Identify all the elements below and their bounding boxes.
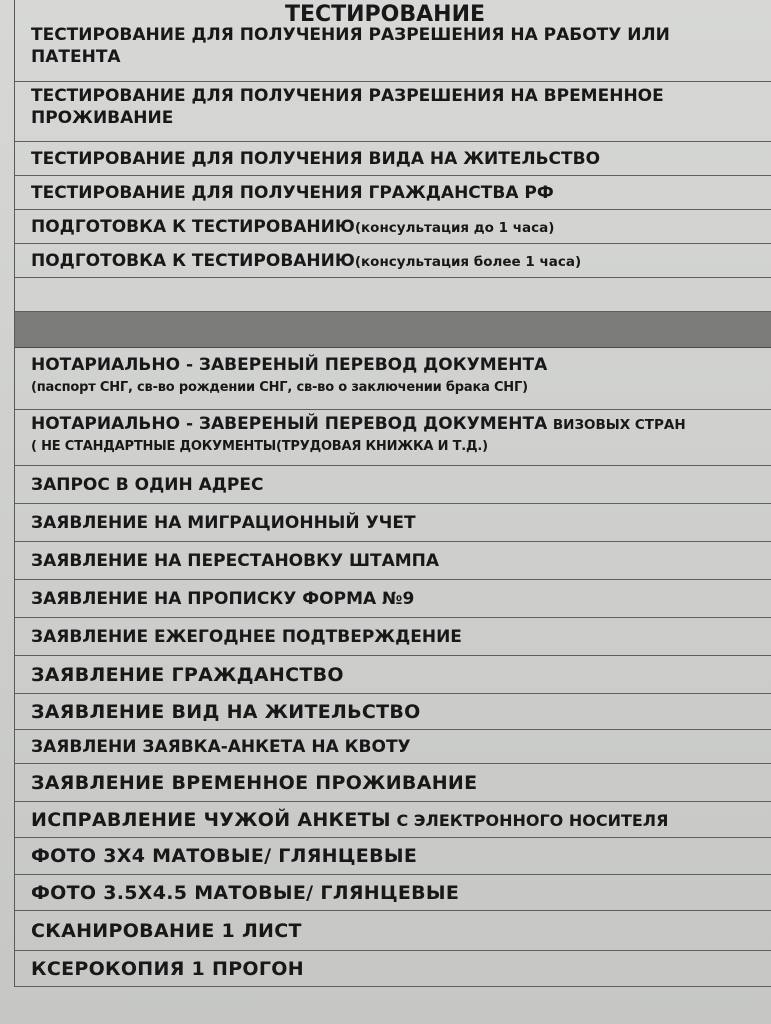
table-row	[15, 504, 771, 542]
table-row	[15, 22, 771, 82]
row-text: ЗАЯВЛЕНИЕ ГРАЖДАНСТВО	[31, 664, 344, 686]
row-text: ТЕСТИРОВАНИЕ ДЛЯ ПОЛУЧЕНИЯ ГРАЖДАНСТВА РФ	[31, 183, 554, 203]
row-text: ФОТО 3.5Х4.5 МАТОВЫЕ/ ГЛЯНЦЕВЫЕ	[31, 882, 460, 904]
row-text: ПОДГОТОВКА К ТЕСТИРОВАНИЮ	[31, 251, 355, 271]
row-text: СКАНИРОВАНИЕ 1 ЛИСТ	[31, 920, 302, 942]
row-note: (консультация более 1 часа)	[354, 254, 582, 270]
table-row	[15, 764, 771, 802]
row-text: ПОДГОТОВКА К ТЕСТИРОВАНИЮ	[31, 217, 355, 237]
row-text-tail: ВИЗОВЫХ СТРАН	[552, 417, 686, 433]
row-text: ТЕСТИРОВАНИЕ ДЛЯ ПОЛУЧЕНИЯ ВИДА НА ЖИТЕЛЬСТВО	[31, 149, 601, 169]
row-text: ПАТЕНТА	[31, 47, 121, 67]
row-text: ЗАЯВЛЕНИЕ НА ПЕРЕСТАНОВКУ ШТАМПА	[31, 551, 440, 571]
row-subtext: (паспорт СНГ, св-во рождении СНГ, св-во о заключении брака СНГ)	[31, 380, 528, 395]
table-row	[15, 348, 771, 410]
row-text: ФОТО 3Х4 МАТОВЫЕ/ ГЛЯНЦЕВЫЕ	[31, 845, 418, 867]
row-text: НОТАРИАЛЬНО - ЗАВЕРЕНЫЙ ПЕРЕВОД ДОКУМЕНТА	[31, 414, 548, 434]
service-table	[14, 0, 771, 987]
table-row	[15, 911, 771, 951]
row-text: ЗАЯВЛЕНИЕ ВРЕМЕННОЕ ПРОЖИВАНИЕ	[31, 772, 478, 794]
row-text: ЗАЯВЛЕНИЕ ЕЖЕГОДНЕЕ ПОДТВЕРЖДЕНИЕ	[31, 627, 462, 647]
row-note: (консультация до 1 часа)	[354, 220, 555, 236]
table-row	[15, 730, 771, 764]
table-row	[15, 176, 771, 210]
section-title-row	[15, 0, 771, 22]
table-row	[15, 656, 771, 694]
row-text: ТЕСТИРОВАНИЕ ДЛЯ ПОЛУЧЕНИЯ РАЗРЕШЕНИЯ НА РАБОТУ ИЛИ	[31, 25, 670, 45]
row-text: ПРОЖИВАНИЕ	[31, 108, 174, 128]
table-row	[15, 618, 771, 656]
table-row	[15, 875, 771, 911]
row-text: ЗАПРОС В ОДИН АДРЕС	[31, 475, 264, 495]
empty-row	[15, 278, 771, 312]
row-text-tail: С ЭЛЕКТРОННОГО НОСИТЕЛЯ	[396, 811, 669, 830]
table-row	[15, 142, 771, 176]
row-text: ТЕСТИРОВАНИЕ ДЛЯ ПОЛУЧЕНИЯ РАЗРЕШЕНИЯ НА ВРЕМЕННОЕ	[31, 86, 664, 106]
row-text: НОТАРИАЛЬНО - ЗАВЕРЕНЫЙ ПЕРЕВОД ДОКУМЕНТА	[31, 355, 548, 375]
section-title: ТЕСТИРОВАНИЕ	[284, 2, 486, 22]
row-text: ЗАЯВЛЕНИЕ НА МИГРАЦИОННЫЙ УЧЕТ	[31, 513, 416, 533]
table-row	[15, 210, 771, 244]
row-text: ЗАЯВЛЕНИ ЗАЯВКА-АНКЕТА НА КВОТУ	[31, 737, 411, 757]
row-subtext: ( НЕ СТАНДАРТНЫЕ ДОКУМЕНТЫ(ТРУДОВАЯ КНИЖКА И Т.Д.)	[31, 439, 488, 454]
table-row	[15, 838, 771, 875]
section-divider	[15, 312, 771, 348]
table-row	[15, 802, 771, 838]
table-row	[15, 694, 771, 730]
table-row	[15, 580, 771, 618]
table-row	[15, 542, 771, 580]
row-text: КСЕРОКОПИЯ 1 ПРОГОН	[31, 958, 304, 980]
table-row	[15, 82, 771, 142]
row-text: ЗАЯВЛЕНИЕ ВИД НА ЖИТЕЛЬСТВО	[31, 701, 421, 723]
table-row	[15, 951, 771, 987]
table-row	[15, 244, 771, 278]
row-text: ЗАЯВЛЕНИЕ НА ПРОПИСКУ ФОРМА №9	[31, 589, 415, 609]
table-row	[15, 410, 771, 466]
table-row	[15, 466, 771, 504]
row-text: ИСПРАВЛЕНИЕ ЧУЖОЙ АНКЕТЫ	[31, 809, 391, 831]
